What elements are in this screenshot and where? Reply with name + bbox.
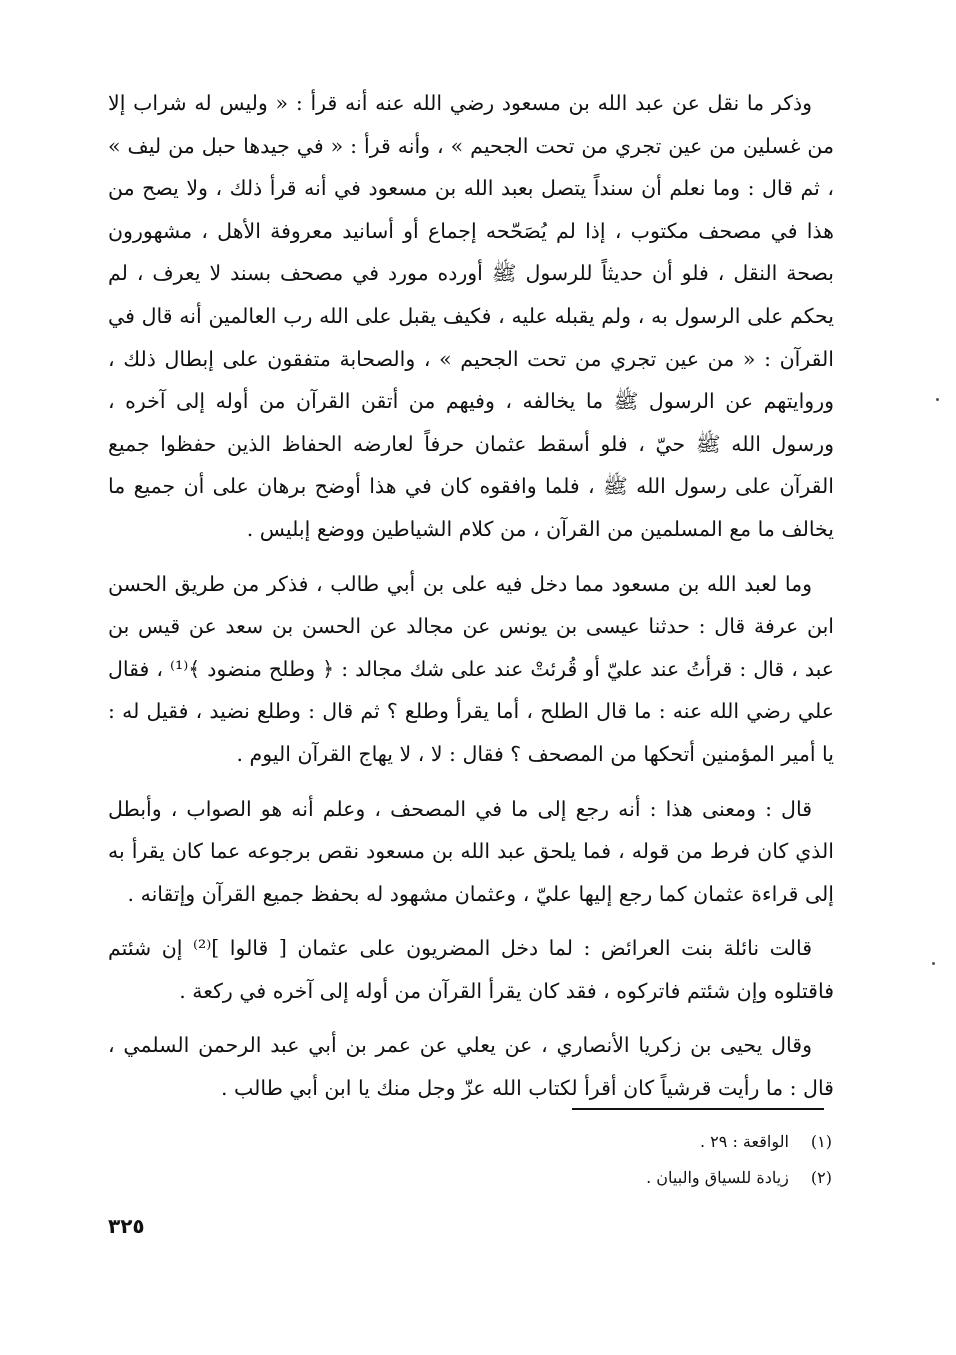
- footnote-item: [332, 1160, 832, 1196]
- scan-speck: [932, 962, 935, 965]
- paragraph: وذكر ما نقل عن عبد الله بن مسعود رضي الله عنه أنه قرأ : « وليس له شراب إلا من غسلين من عين تجري من تحت الجحيم » ، وأنه قرأ : « في جيدها حبل من ليف » ، ثم قال : وما نعلم أن سنداً يتصل بعبد الله بن مسعود في أنه قرأ ذلك ، ولا يصح من هذا في مصحف مكتوب ، إذا لم يُصَحّحه إجماع أو أسانيد معروفة الأهل ، مشهورون بصحة النقل ، فلو أن حديثاً للرسول ﷺ أورده مورد في مصحف بسند لا يعرف ، لم يحكم على الرسول به ، ولم يقبله عليه ، فكيف يقبل على الله رب العالمين أنه قال في القرآن : « من عين تجري من تحت الجحيم » ، والصحابة متفقون على إبطال ذلك ، وروايتهم عن الرسول ﷺ ما يخالفه ، وفيهم من أتقن القرآن من أوله إلى آخره ، ورسول الله ﷺ حيّ ، فلو أسقط عثمان حرفاً لعارضه الحفاظ الذين حفظوا جميع القرآن على رسول الله ﷺ ، فلما وافقوه كان في هذا أوضح برهان على أن جميع ما يخالف ما مع المسلمين من القرآن ، من كلام الشياطين ووضع إبليس .: [108, 91, 834, 541]
- footnote-divider: [572, 1108, 824, 1110]
- footnotes: [332, 1124, 832, 1196]
- footnote-text: زيادة للسياق والبيان .: [646, 1168, 789, 1187]
- scan-speck: [936, 398, 939, 401]
- footnote-number: (١): [810, 1132, 832, 1151]
- paragraph: قال : ومعنى هذا : أنه رجع إلى ما في المصحف ، وعلم أنه هو الصواب ، وأبطل الذي كان فرط من قوله ، فما يلحق عبد الله بن مسعود نقص برجوعه عما كان يقرأ به إلى قراءة عثمان كما رجع إليها عليّ ، وعثمان مشهود له بحفظ جميع القرآن وإتقانه .: [108, 796, 834, 906]
- footnote-item: [332, 1124, 832, 1160]
- page-number: ٣٢٥: [108, 1214, 145, 1238]
- paragraph: قالت نائلة بنت العرائض : لما دخل المضريون على عثمان [ قالوا ]⁽²⁾ إن شئتم فاقتلوه وإن شئتم فاتركوه ، فقد كان يقرأ القرآن من أوله إلى آخره في ركعة .: [108, 936, 834, 1003]
- paragraph: وما لعبد الله بن مسعود مما دخل فيه على بن أبي طالب ، فذكر من طريق الحسن ابن عرفة قال : حدثنا عيسى بن يونس عن مجالد عن الحسن بن سعد عن قيس بن عبد ، قال : قرأتُ عند عليّ أو قُرئتْ عند على شك مجالد : ﴿ وطلح منضود ﴾⁽¹⁾ ، فقال علي رضي الله عنه : ما قال الطلح ، أما يقرأ وطلع ؟ ثم قال : وطلع نضيد ، فقيل له : يا أمير المؤمنين أتحكها من المصحف ؟ فقال : لا ، لا يهاج القرآن اليوم .: [108, 571, 834, 766]
- footnote-text: الواقعة : ٢٩ .: [700, 1132, 789, 1151]
- footnote-number: (٢): [810, 1168, 832, 1187]
- paragraph: وقال يحيى بن زكريا الأنصاري ، عن يعلي عن عمر بن أبي عبد الرحمن السلمي ، قال : ما رأيت قرشياً كان أقرأ لكتاب الله عزّ وجل منك يا ابن أبي طالب .: [108, 1033, 834, 1101]
- main-text: [108, 82, 834, 1110]
